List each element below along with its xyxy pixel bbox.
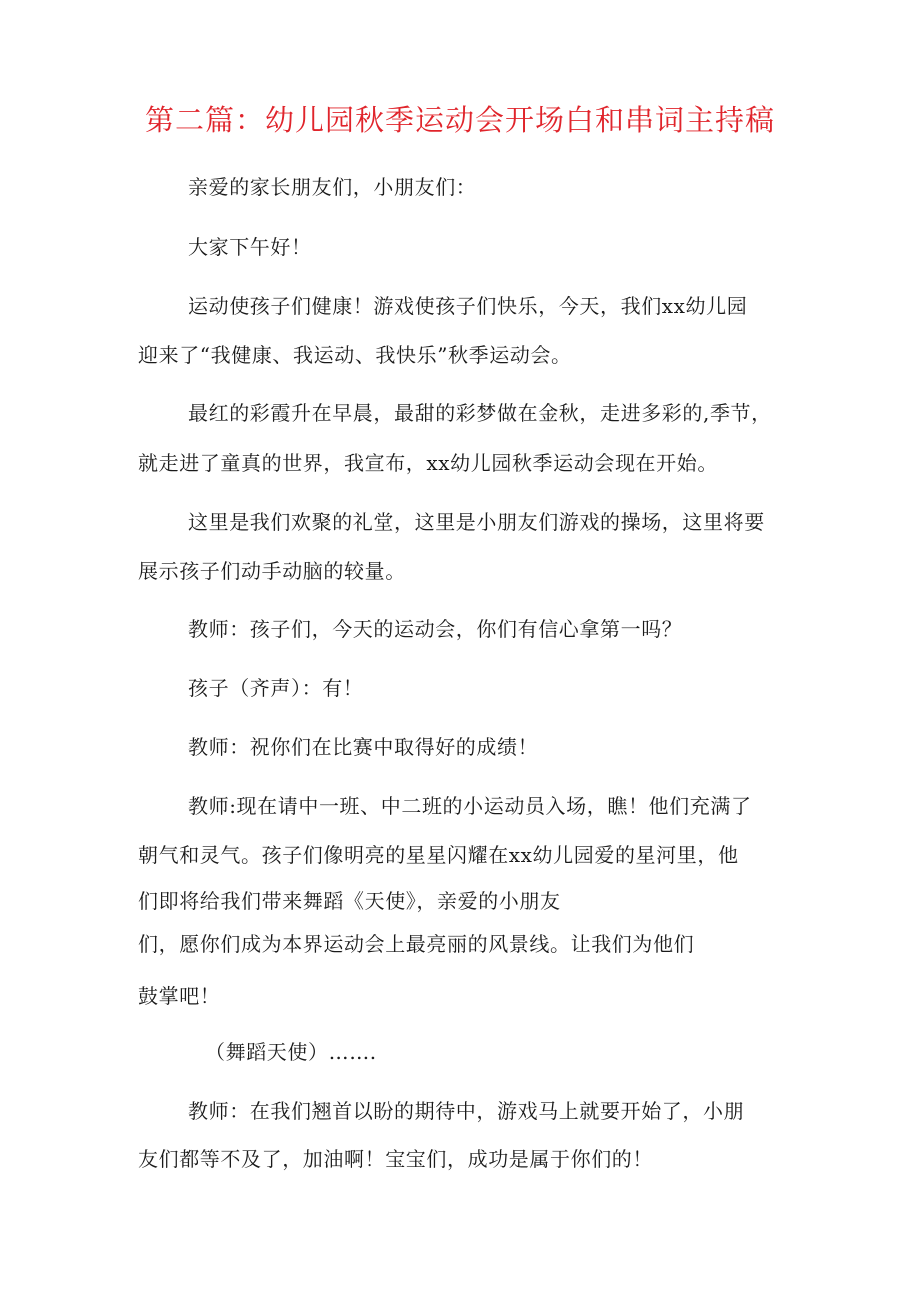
document-title: 第二篇：幼儿园秋季运动会开场白和串词主持稿 — [144, 103, 775, 137]
paragraph-line: 迎来了“我健康、我运动、我快乐”秋季运动会。 — [138, 343, 572, 367]
paragraph-line: 教师:现在请中一班、中二班的小运动员入场，瞧！他们充满了 — [188, 794, 752, 818]
paragraph-line: 教师：祝你们在比赛中取得好的成绩！ — [188, 735, 539, 759]
paragraph-line: 这里是我们欢聚的礼堂，这里是小朋友们游戏的操场，这里将要 — [188, 510, 765, 534]
paragraph-line: （舞蹈天使）……. — [205, 1040, 377, 1064]
paragraph-line: 亲爱的家长朋友们，小朋友们： — [188, 175, 477, 199]
paragraph-line: 鼓掌吧！ — [138, 984, 221, 1008]
paragraph-line: 大家下午好！ — [188, 235, 312, 259]
paragraph-line: 友们都等不及了，加油啊！宝宝们，成功是属于你们的！ — [138, 1147, 653, 1171]
paragraph-line: 教师：在我们翘首以盼的期待中，游戏马上就要开始了，小朋 — [188, 1099, 745, 1123]
paragraph-line: 们，愿你们成为本界运动会上最亮丽的风景线。让我们为他们 — [138, 932, 695, 956]
paragraph-line: 运动使孩子们健康！游戏使孩子们快乐，今天，我们xx幼儿园 — [188, 294, 748, 318]
paragraph-line: 展示孩子们动手动脑的较量。 — [138, 559, 406, 583]
paragraph-line: 最红的彩霞升在早晨，最甜的彩梦做在金秋，走进多彩的,季节， — [188, 401, 772, 425]
paragraph-line: 们即将给我们带来舞蹈《天使》，亲爱的小朋友 — [138, 889, 561, 913]
paragraph-line: 就走进了童真的世界，我宣布，xx幼儿园秋季运动会现在开始。 — [138, 451, 718, 475]
paragraph-line: 孩子（齐声）：有！ — [188, 676, 364, 700]
paragraph-line: 朝气和灵气。孩子们像明亮的星星闪耀在xx幼儿园爱的星河里，他 — [138, 843, 739, 867]
paragraph-line: 教师：孩子们，今天的运动会，你们有信心拿第一吗？ — [188, 617, 683, 641]
